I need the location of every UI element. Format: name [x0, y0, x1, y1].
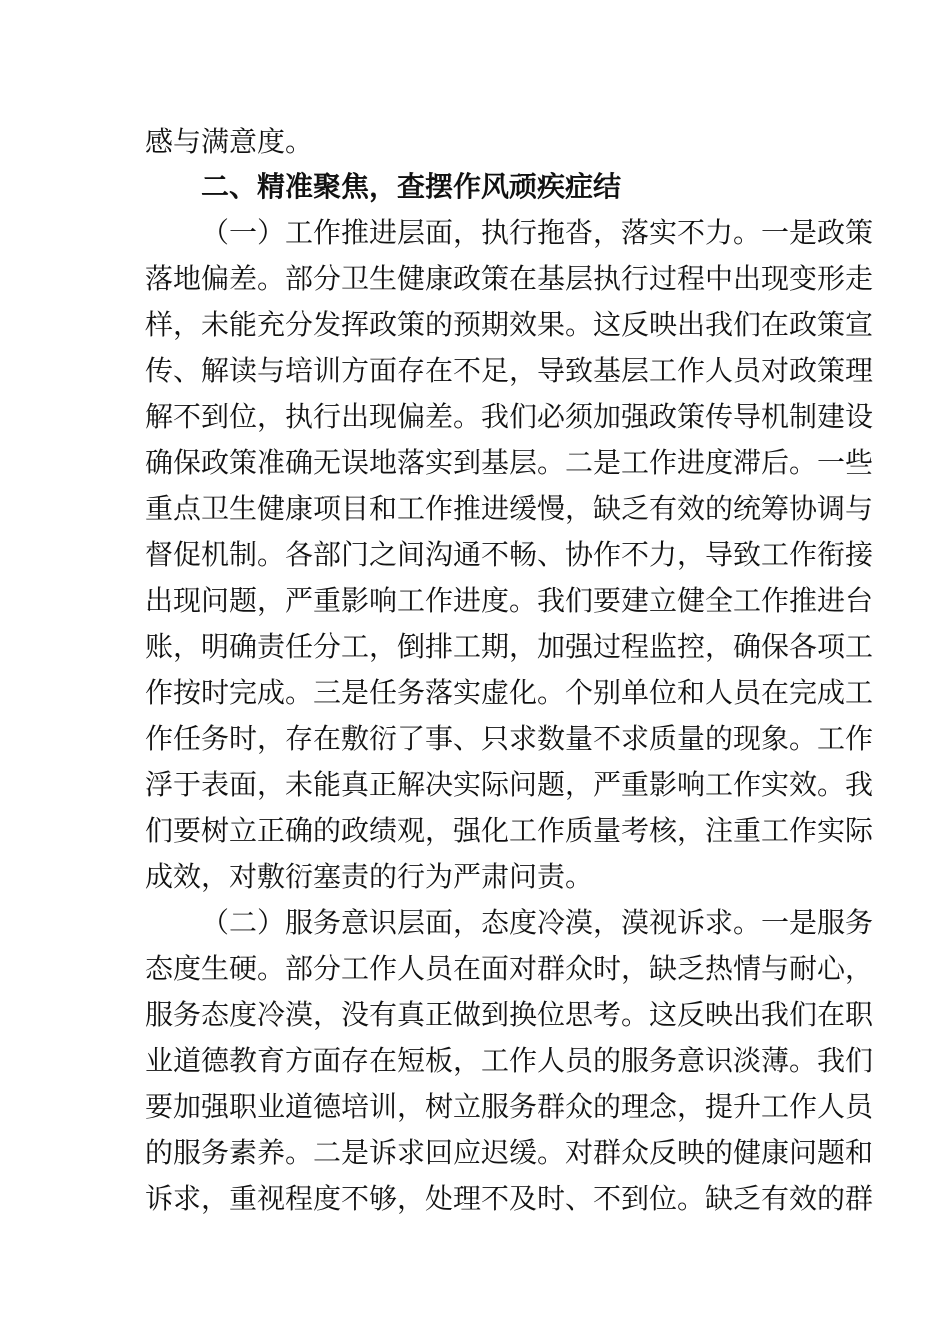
text-line: 落地偏差。部分卫生健康政策在基层执行过程中出现变形走: [145, 262, 874, 295]
subsection-heading: （二）服务意识层面，态度冷漠，漠视诉求。: [201, 906, 762, 939]
text-line: 的服务素养。二是诉求回应迟缓。对群众反映的健康问题和: [145, 1136, 874, 1169]
text-line: 督促机制。各部门之间沟通不畅、协作不力，导致工作衔接: [145, 538, 874, 571]
text-line: 诉求，重视程度不够，处理不及时、不到位。缺乏有效的群: [145, 1182, 874, 1215]
paragraph-first-line: [201, 210, 874, 256]
text-line: 浮于表面，未能真正解决实际问题，严重影响工作实效。我: [145, 768, 874, 801]
text-line: 样，未能充分发挥政策的预期效果。这反映出我们在政策宣: [145, 308, 874, 341]
text-line: 业道德教育方面存在短板，工作人员的服务意识淡薄。我们: [145, 1044, 874, 1077]
text-line: 传、解读与培训方面存在不足，导致基层工作人员对政策理: [145, 354, 874, 387]
text-line: 感与满意度。: [145, 125, 314, 158]
text-line: 成效，对敷衍塞责的行为严肃问责。: [145, 860, 594, 893]
text-line: 们要树立正确的政绩观，强化工作质量考核，注重工作实际: [145, 814, 874, 847]
text-span: 一是服务: [761, 906, 874, 939]
text-line: 重点卫生健康项目和工作推进缓慢，缺乏有效的统筹协调与: [145, 492, 874, 525]
text-line: 账，明确责任分工，倒排工期，加强过程监控，确保各项工: [145, 630, 874, 663]
text-line: 出现问题，严重影响工作进度。我们要建立健全工作推进台: [145, 584, 874, 617]
subsection-heading: （一）工作推进层面，执行拖沓，落实不力。: [201, 216, 762, 249]
section-heading: 二、精准聚焦，查摆作风顽疾症结: [201, 170, 622, 203]
text-line: 作按时完成。三是任务落实虚化。个别单位和人员在完成工: [145, 676, 874, 709]
paragraph-first-line: [201, 900, 874, 946]
text-line: 作任务时，存在敷衍了事、只求数量不求质量的现象。工作: [145, 722, 874, 755]
text-line: 要加强职业道德培训，树立服务群众的理念，提升工作人员: [145, 1090, 874, 1123]
text-line: 服务态度冷漠，没有真正做到换位思考。这反映出我们在职: [145, 998, 874, 1031]
text-line: 态度生硬。部分工作人员在面对群众时，缺乏热情与耐心，: [145, 952, 874, 985]
text-line: 解不到位，执行出现偏差。我们必须加强政策传导机制建设: [145, 400, 874, 433]
text-line: 确保政策准确无误地落实到基层。二是工作进度滞后。一些: [145, 446, 874, 479]
text-span: 一是政策: [761, 216, 874, 249]
